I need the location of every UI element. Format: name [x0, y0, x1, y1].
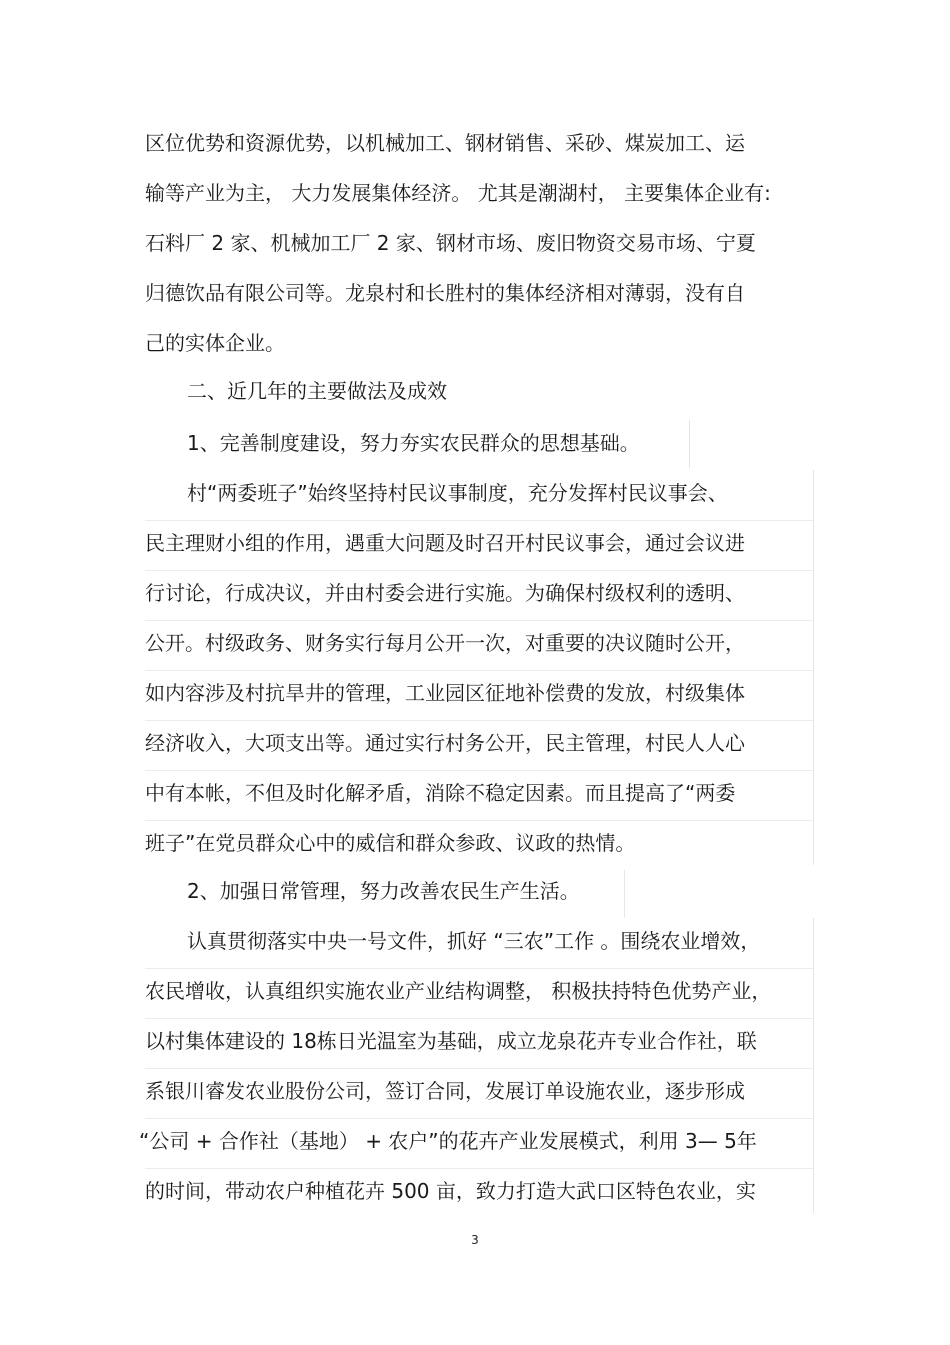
- text-line-3: 石料厂 2 家、机械加工厂 2 家、钢材市场、废旧物资交易市场、宁夏: [145, 231, 756, 255]
- horizontal-rule-4: [145, 670, 813, 671]
- page-number: 3: [471, 1233, 479, 1247]
- horizontal-rule-5: [145, 720, 813, 721]
- horizontal-rule-1: [145, 520, 813, 521]
- text-line-21: “公司 + 合作社（基地） + 农户”的花卉产业发展模式，利用 3— 5年: [139, 1129, 757, 1153]
- horizontal-rule-2: [145, 570, 813, 571]
- text-line-8: 村“两委班子”始终坚持村民议事制度，充分发挥村民议事会、: [187, 481, 728, 505]
- text-line-2: 输等产业为主， 大力发展集体经济。 尤其是潮湖村， 主要集体企业有:: [145, 181, 771, 205]
- text-line-9: 民主理财小组的作用，遇重大问题及时召开村民议事会，通过会议进: [145, 531, 745, 555]
- horizontal-rule-6: [145, 770, 813, 771]
- text-line-15: 班子”在党员群众心中的威信和群众参政、议政的热情。: [145, 831, 636, 855]
- text-line-1: 区位优势和资源优势，以机械加工、钢材销售、采砂、煤炭加工、运: [145, 131, 745, 155]
- text-line-20: 系银川睿发农业股份公司，签订合同，发展订单设施农业，逐步形成: [145, 1079, 745, 1103]
- subsection-heading-1: 1、完善制度建设，努力夯实农民群众的思想基础。: [187, 431, 640, 455]
- horizontal-rule-10: [145, 1068, 813, 1069]
- text-line-4: 归德饮品有限公司等。龙泉村和长胜村的集体经济相对薄弱，没有自: [145, 281, 745, 305]
- horizontal-rule-12: [145, 1168, 813, 1169]
- text-line-13: 经济收入，大项支出等。通过实行村务公开，民主管理，村民人人心: [145, 731, 745, 755]
- vertical-rule-4: [813, 918, 814, 1213]
- horizontal-rule-9: [145, 1018, 813, 1019]
- horizontal-rule-8: [145, 968, 813, 969]
- section-heading: 二、近几年的主要做法及成效: [187, 379, 447, 403]
- text-line-11: 公开。村级政务、财务实行每月公开一次，对重要的决议随时公开，: [145, 631, 745, 655]
- text-line-17: 认真贯彻落实中央一号文件，抓好 “三农”工作 。围绕农业增效，: [187, 929, 761, 953]
- subsection-heading-2: 2、加强日常管理，努力改善农民生产生活。: [187, 879, 580, 903]
- text-line-14: 中有本帐，不但及时化解矛盾，消除不稳定因素。而且提高了“两委: [145, 781, 736, 805]
- horizontal-rule-11: [145, 1118, 813, 1119]
- text-line-18: 农民增收，认真组织实施农业产业结构调整， 积极扶持特色优势产业，: [145, 979, 772, 1003]
- horizontal-rule-3: [145, 620, 813, 621]
- text-line-5: 己的实体企业。: [145, 331, 285, 355]
- horizontal-rule-7: [145, 820, 813, 821]
- text-line-12: 如内容涉及村抗旱井的管理，工业园区征地补偿费的发放，村级集体: [145, 681, 745, 705]
- text-line-19: 以村集体建设的 18栋日光温室为基础，成立龙泉花卉专业合作社，联: [145, 1029, 757, 1053]
- text-line-22: 的时间，带动农户种植花卉 500 亩，致力打造大武口区特色农业，实: [145, 1179, 756, 1203]
- text-line-10: 行讨论，行成决议，并由村委会进行实施。为确保村级权利的透明、: [145, 581, 745, 605]
